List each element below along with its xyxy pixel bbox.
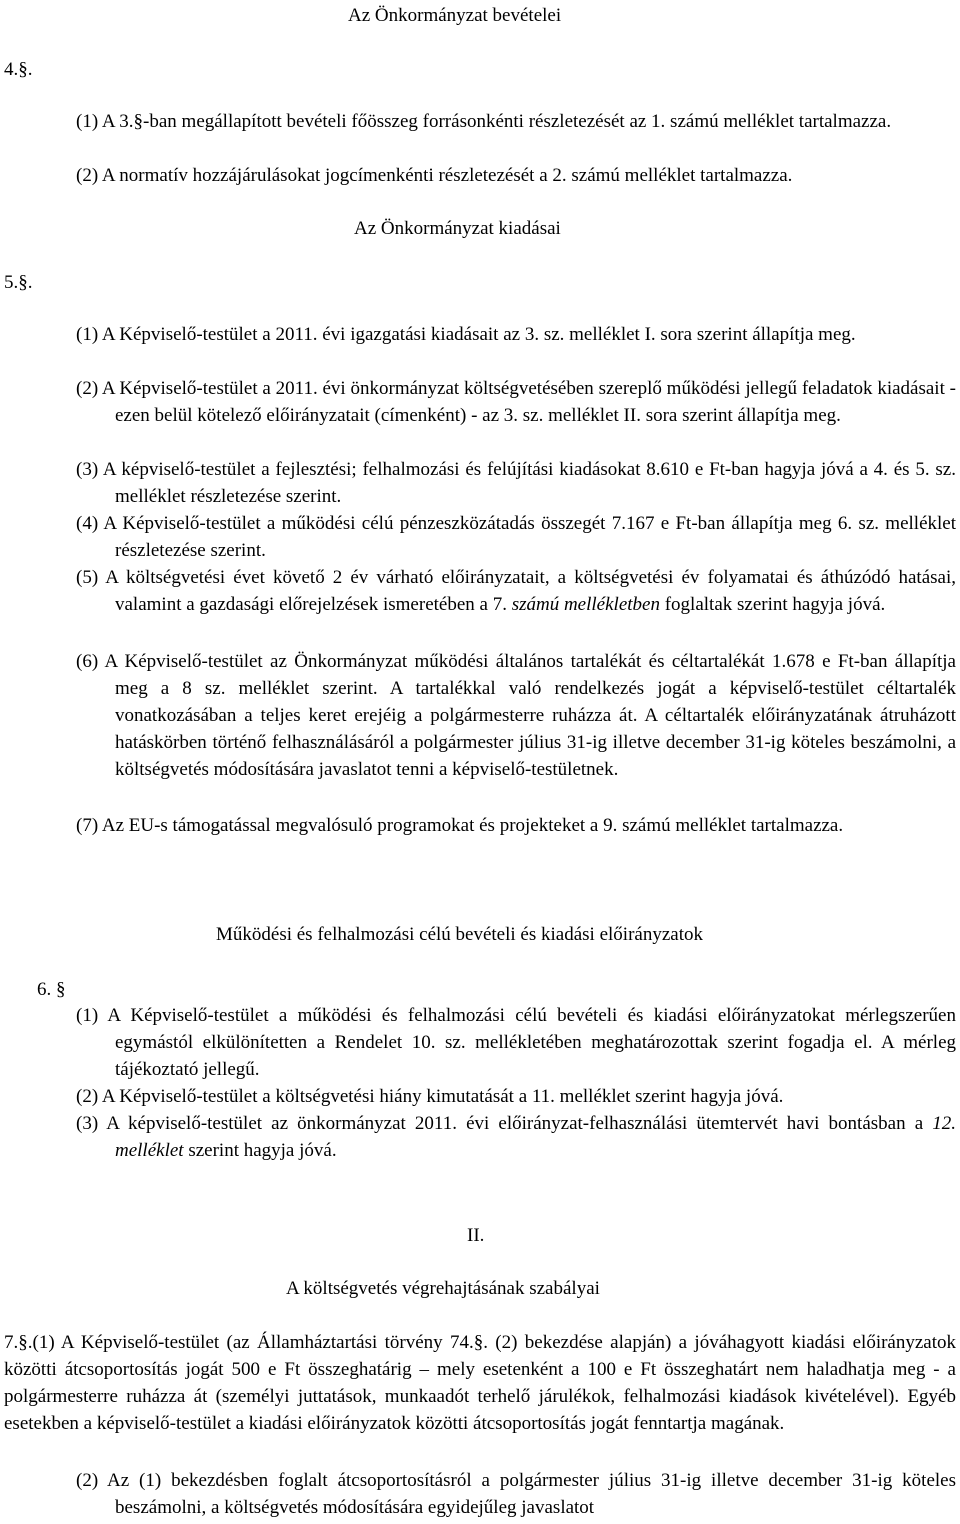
sec6-p3-text-a: (3) A képviselő-testület az önkormányzat 2011. évi előirányzat-felhasználási ütemtervét havi bontásban a xyxy=(76,1113,933,1134)
sec5-p5-text-a: (5) A költségvetési évet követő 2 év várható előirányzatait, a költségvetési év folyamatai és áthúzódó hatásai, valamint a gazdasági előrejelzések ismeretében a 7. xyxy=(76,567,956,615)
sec5-number: 5.§. xyxy=(4,272,33,293)
sec5-paragraph-2: (2) A Képviselő-testület a 2011. évi önkormányzat költségvetésében szereplő működési jellegű feladatok kiadásait - ezen belül kötelező előirányzatait (címenként) - az 3. sz. melléklet II. sora szerint állapítja meg. xyxy=(76,378,956,426)
sec6-paragraph-2: (2) A Képviselő-testület a költségvetési hiány kimutatását a 11. melléklet szerint hagyja jóvá. xyxy=(76,1086,784,1107)
sec6-p3-text-b: szerint hagyja jóvá. xyxy=(183,1140,337,1161)
sec5-p5-italic: számú mellékletben xyxy=(511,594,660,615)
sec5-paragraph-7: (7) Az EU-s támogatással megvalósuló programokat és projekteket a 9. számú melléklet tartalmazza. xyxy=(76,815,844,836)
sec4-paragraph-2: (2) A normatív hozzájárulásokat jogcímenkénti részletezését a 2. számú melléklet tartalmazza. xyxy=(76,165,793,186)
sec5-paragraph-1: (1) A Képviselő-testület a 2011. évi igazgatási kiadásait az 3. sz. melléklet I. sora szerint állapítja meg. xyxy=(76,324,856,345)
sec6-heading: Működési és felhalmozási célú bevételi és kiadási előirányzatok xyxy=(216,924,703,945)
sec6-paragraph-1: (1) A Képviselő-testület a működési és felhalmozási célú bevételi és kiadási előirányzatokat mérlegszerűen egymástól elkülönítetten a Rendelet 10. sz. mellékletében meghatározottak szerint fogadja el. A mérleg tájékoztató jellegű. xyxy=(76,1005,956,1080)
sec5-paragraph-4: (4) A Képviselő-testület a működési célú pénzeszközátadás összegét 7.167 e Ft-ban állapítja meg 6. sz. melléklet részletezése szerint. xyxy=(76,513,956,561)
sec6-number: 6. § xyxy=(37,979,66,1000)
sec5-heading: Az Önkormányzat kiadásai xyxy=(354,218,561,239)
sec7-paragraph-2: (2) Az (1) bekezdésben foglalt átcsoportosításról a polgármester július 31-ig illetve december 31-ig köteles beszámolni, a költségvetés módosítására egyidejűleg javaslatot xyxy=(76,1470,956,1518)
sec5-paragraph-3: (3) A képviselő-testület a fejlesztési; felhalmozási és felújítási kiadásokat 8.610 e Ft-ban hagyja jóvá a 4. és 5. sz. melléklet részletezése szerint. xyxy=(76,459,956,507)
sec5-paragraph-5 xyxy=(76,564,956,618)
sec6-p3-italic: 12. melléklet xyxy=(115,1113,956,1161)
sec4-number: 4.§. xyxy=(4,59,33,80)
sec7-paragraph-1: 7.§.(1) A Képviselő-testület (az Államháztartási törvény 74.§. (2) bekezdése alapján) a jóváhagyott kiadási előirányzatok közötti átcsoportosítás jogát 500 e Ft összeghatárig – mely esetenként a 100 e Ft összeghatárt nem haladhatja meg - a polgármesterre ruházza át (személyi juttatások, munkaadót terhelő járulékok, felhalmozási kiadások kivételével). Egyéb esetekben a képviselő-testület a kiadási előirányzatok közötti átcsoportosítás jogát fenntartja magának. xyxy=(4,1332,956,1434)
sec4-paragraph-1: (1) A 3.§-ban megállapított bevételi főösszeg forrásonkénti részletezését az 1. számú melléklet tartalmazza. xyxy=(76,111,892,132)
chapter-heading: A költségvetés végrehajtásának szabályai xyxy=(286,1278,600,1299)
sec5-p5-text-b: foglaltak szerint hagyja jóvá. xyxy=(659,594,886,615)
sec6-paragraph-3 xyxy=(76,1110,956,1164)
sec5-paragraph-6: (6) A Képviselő-testület az Önkormányzat működési általános tartalékát és céltartalékát 1.678 e Ft-ban állapítja meg a 8 sz. melléklet szerint. A tartalékkal való rendelkezés jogát a képviselő-testület céltartalék vonatkozásában a teljes keret erejéig a polgármesterre ruházza át. A céltartalék előirányzatának átruházott hatáskörben történő felhasználásáról a polgármester július 31-ig illetve december 31-ig köteles beszámolni, a költségvetés módosítására javaslatot tenni a képviselő-testületnek. xyxy=(76,651,956,780)
chapter-number: II. xyxy=(467,1225,485,1246)
sec4-heading: Az Önkormányzat bevételei xyxy=(348,5,562,26)
